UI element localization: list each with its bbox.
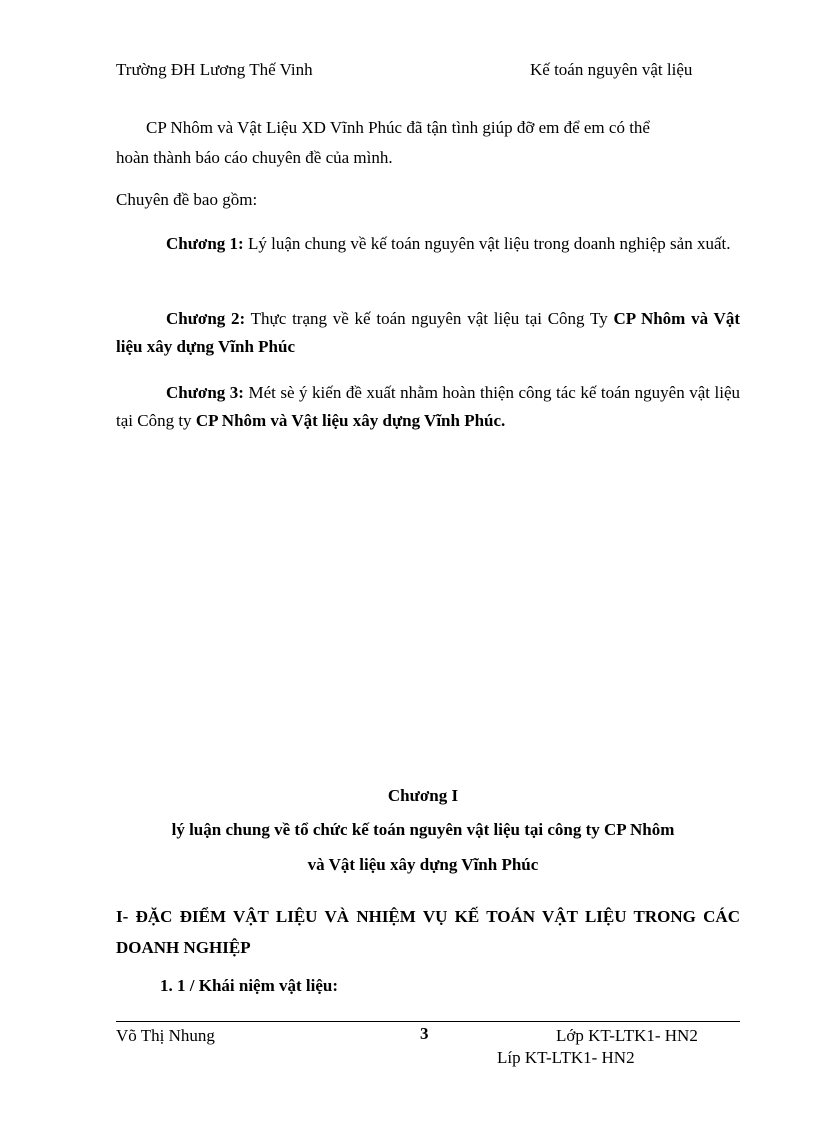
- chapter-3-text: Mét sè ý kiến đề xuất nhằm hoàn thiện công tác kế toán nguyên vật liệu tại Công ty: [116, 383, 740, 430]
- chapter-title-line-1: lý luận chung về tổ chức kế toán nguyên vật liệu tại công ty CP Nhôm: [171, 820, 675, 839]
- chapter-2-summary: [116, 305, 740, 361]
- footer-class-repeat: Líp KT-LTK1- HN2: [497, 1048, 635, 1067]
- section-heading: I- ĐẶC ĐIỂM VẬT LIỆU VÀ NHIỆM VỤ KẾ TOÁN VẬT LIỆU TRONG CÁC DOANH NGHIỆP: [116, 907, 740, 957]
- footer-class: Lớp KT-LTK1- HN2: [556, 1026, 698, 1045]
- page-number: 3: [420, 1024, 429, 1043]
- chapter-2-text: Thực trạng về kế toán nguyên vật liệu tại Công Ty: [250, 309, 608, 328]
- header-title: Kế toán nguyên vật liệu: [530, 60, 693, 79]
- intro-line-1: CP Nhôm và Vật Liệu XD Vĩnh Phúc đã tận tình giúp đỡ em để em có thể: [146, 118, 650, 137]
- chapter-2-company: CP Nhôm và Vật liệu xây dựng Vĩnh Phúc: [116, 309, 740, 356]
- subsection-heading: 1. 1 / Khái niệm vật liệu:: [160, 976, 339, 995]
- contents-label: Chuyên đề bao gồm:: [116, 190, 258, 209]
- chapter-1-label: Chương 1:: [166, 234, 244, 253]
- chapter-3-label: Chương 3:: [166, 383, 244, 402]
- chapter-3-summary: [116, 379, 740, 435]
- chapter-3-company: CP Nhôm và Vật liệu xây dựng Vĩnh Phúc.: [195, 411, 506, 430]
- chapter-1-text: Lý luận chung về kế toán nguyên vật liệu trong doanh nghiệp sản xuất.: [247, 234, 731, 253]
- chapter-number: Chương I: [387, 786, 459, 805]
- chapter-title-line-2: và Vật liệu xây dựng Vĩnh Phúc: [307, 855, 539, 874]
- intro-line-2: hoàn thành báo cáo chuyên đề của mình.: [116, 148, 393, 167]
- footer-divider: [116, 1021, 740, 1022]
- footer-author: Võ Thị Nhung: [116, 1026, 215, 1045]
- chapter-1-summary: [116, 230, 740, 258]
- chapter-2-label: Chương 2:: [166, 309, 246, 328]
- header-school: Trường ĐH Lương Thế Vinh: [116, 60, 313, 79]
